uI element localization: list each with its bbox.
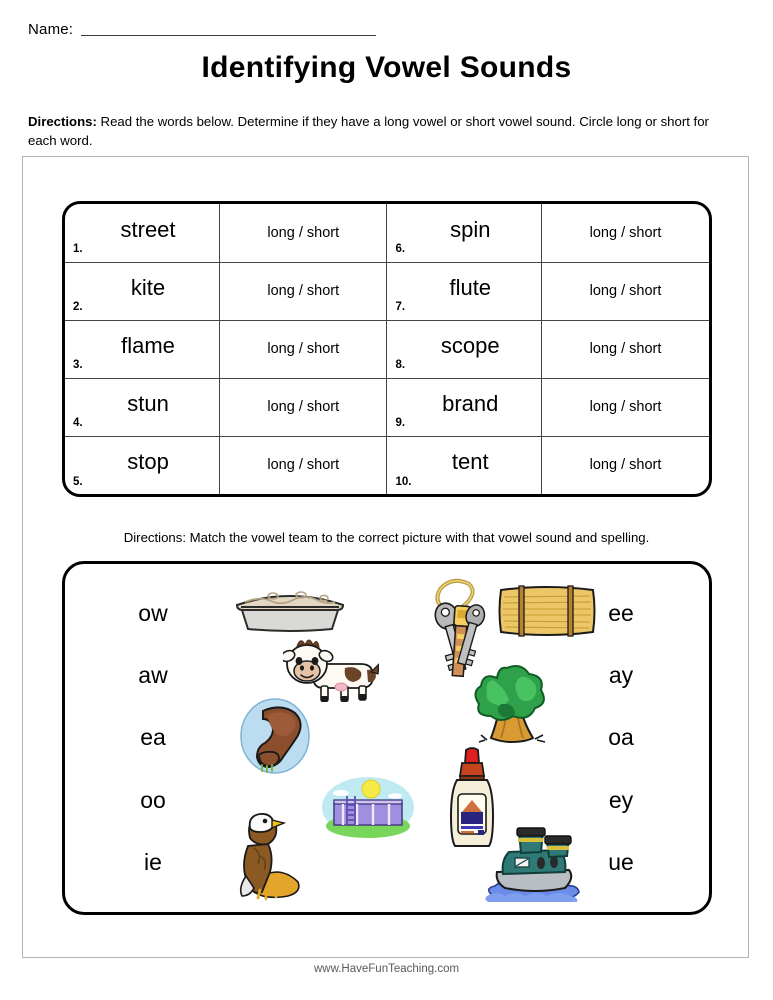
long-short-choice[interactable]: long / short — [589, 399, 662, 415]
word-cell — [65, 436, 220, 494]
item-number: 10. — [395, 475, 412, 488]
match-activity-box — [62, 561, 712, 915]
long-short-choice[interactable]: long / short — [267, 224, 340, 241]
item-number: 7. — [395, 301, 406, 313]
long-short-choice[interactable]: long / short — [589, 283, 662, 299]
long-short-choice[interactable]: long / short — [589, 224, 662, 241]
answer-cell[interactable] — [220, 262, 387, 320]
word-cell — [387, 320, 542, 378]
hay-image[interactable] — [497, 584, 597, 638]
long-short-choice[interactable]: long / short — [589, 341, 662, 357]
directions-middle: Directions: Match the vowel team to the correct picture with that vowel sound and spelling. — [123, 530, 650, 545]
table-row — [65, 204, 709, 262]
word-cell — [65, 262, 220, 320]
item-number: 1. — [73, 243, 83, 255]
answer-cell[interactable] — [220, 378, 387, 436]
long-short-choice[interactable]: long / short — [589, 457, 662, 474]
word-cell — [65, 320, 220, 378]
vowel-team-ue[interactable]: ue — [608, 849, 634, 876]
word-text: scope — [440, 333, 500, 358]
table-row — [65, 262, 709, 320]
long-short-choice[interactable]: long / short — [267, 341, 340, 357]
word-text: kite — [130, 275, 166, 300]
item-number: 5. — [73, 475, 83, 488]
word-activity-box — [62, 201, 712, 497]
vowel-team-ey[interactable]: ey — [608, 786, 634, 813]
vowel-team-ay[interactable]: ay — [608, 662, 634, 689]
word-cell — [387, 378, 542, 436]
word-text: brand — [442, 391, 499, 416]
table-row — [65, 378, 709, 436]
word-text: stop — [127, 449, 169, 475]
vowel-team-oa[interactable]: oa — [608, 724, 634, 751]
name-blank-line[interactable] — [81, 35, 376, 36]
word-cell — [387, 262, 542, 320]
answer-cell[interactable] — [542, 320, 709, 378]
name-label: Name: — [28, 21, 74, 38]
word-text: flame — [121, 333, 175, 358]
item-number: 6. — [395, 243, 406, 255]
long-short-choice[interactable]: long / short — [267, 283, 340, 299]
item-number: 2. — [73, 301, 83, 313]
pie-image[interactable] — [231, 585, 349, 633]
word-cell — [65, 378, 220, 436]
answer-cell[interactable] — [220, 204, 387, 262]
vowel-team-ie[interactable]: ie — [144, 849, 162, 876]
table-row — [65, 436, 709, 494]
vowel-team-ow[interactable]: ow — [138, 599, 168, 626]
answer-cell[interactable] — [220, 320, 387, 378]
directions-top — [28, 112, 734, 150]
table-row — [65, 320, 709, 378]
answer-cell[interactable] — [542, 378, 709, 436]
vowel-team-ea[interactable]: ea — [140, 724, 166, 751]
answer-cell[interactable] — [542, 204, 709, 262]
left-vowel-column — [105, 564, 201, 912]
item-number: 8. — [395, 359, 406, 371]
long-short-choice[interactable]: long / short — [267, 399, 340, 415]
boat-image[interactable] — [481, 826, 587, 906]
vowel-team-oo[interactable]: oo — [140, 786, 166, 813]
item-number: 4. — [73, 417, 83, 429]
answer-cell[interactable] — [220, 436, 387, 494]
tree-image[interactable] — [457, 650, 563, 750]
vowel-team-aw[interactable]: aw — [138, 662, 168, 689]
name-row — [28, 22, 376, 38]
word-text: tent — [451, 449, 489, 475]
arm-image[interactable] — [239, 697, 311, 775]
word-text: street — [120, 216, 176, 242]
answer-cell[interactable] — [542, 436, 709, 494]
page-title: Identifying Vowel Sounds — [201, 51, 572, 84]
word-text: stun — [127, 391, 169, 416]
word-cell — [65, 204, 220, 262]
word-cell — [387, 204, 542, 262]
word-text: flute — [449, 275, 492, 300]
pool-image[interactable] — [321, 776, 415, 838]
item-number: 9. — [395, 417, 406, 429]
answer-cell[interactable] — [542, 262, 709, 320]
word-cell — [387, 436, 542, 494]
item-number: 3. — [73, 359, 83, 371]
vowel-team-ee[interactable]: ee — [608, 599, 634, 626]
footer-site[interactable]: www.HaveFunTeaching.com — [313, 963, 460, 975]
long-short-choice[interactable]: long / short — [267, 457, 340, 474]
eagle-image[interactable] — [232, 812, 316, 904]
directions-top-text: Read the words below. Determine if they have a long vowel or short vowel sound. Circle long or short for each word. — [28, 114, 709, 149]
word-table — [65, 204, 709, 494]
word-text: spin — [450, 216, 491, 242]
directions-top-label: Directions: — [28, 114, 97, 129]
cow-image[interactable] — [283, 634, 379, 706]
